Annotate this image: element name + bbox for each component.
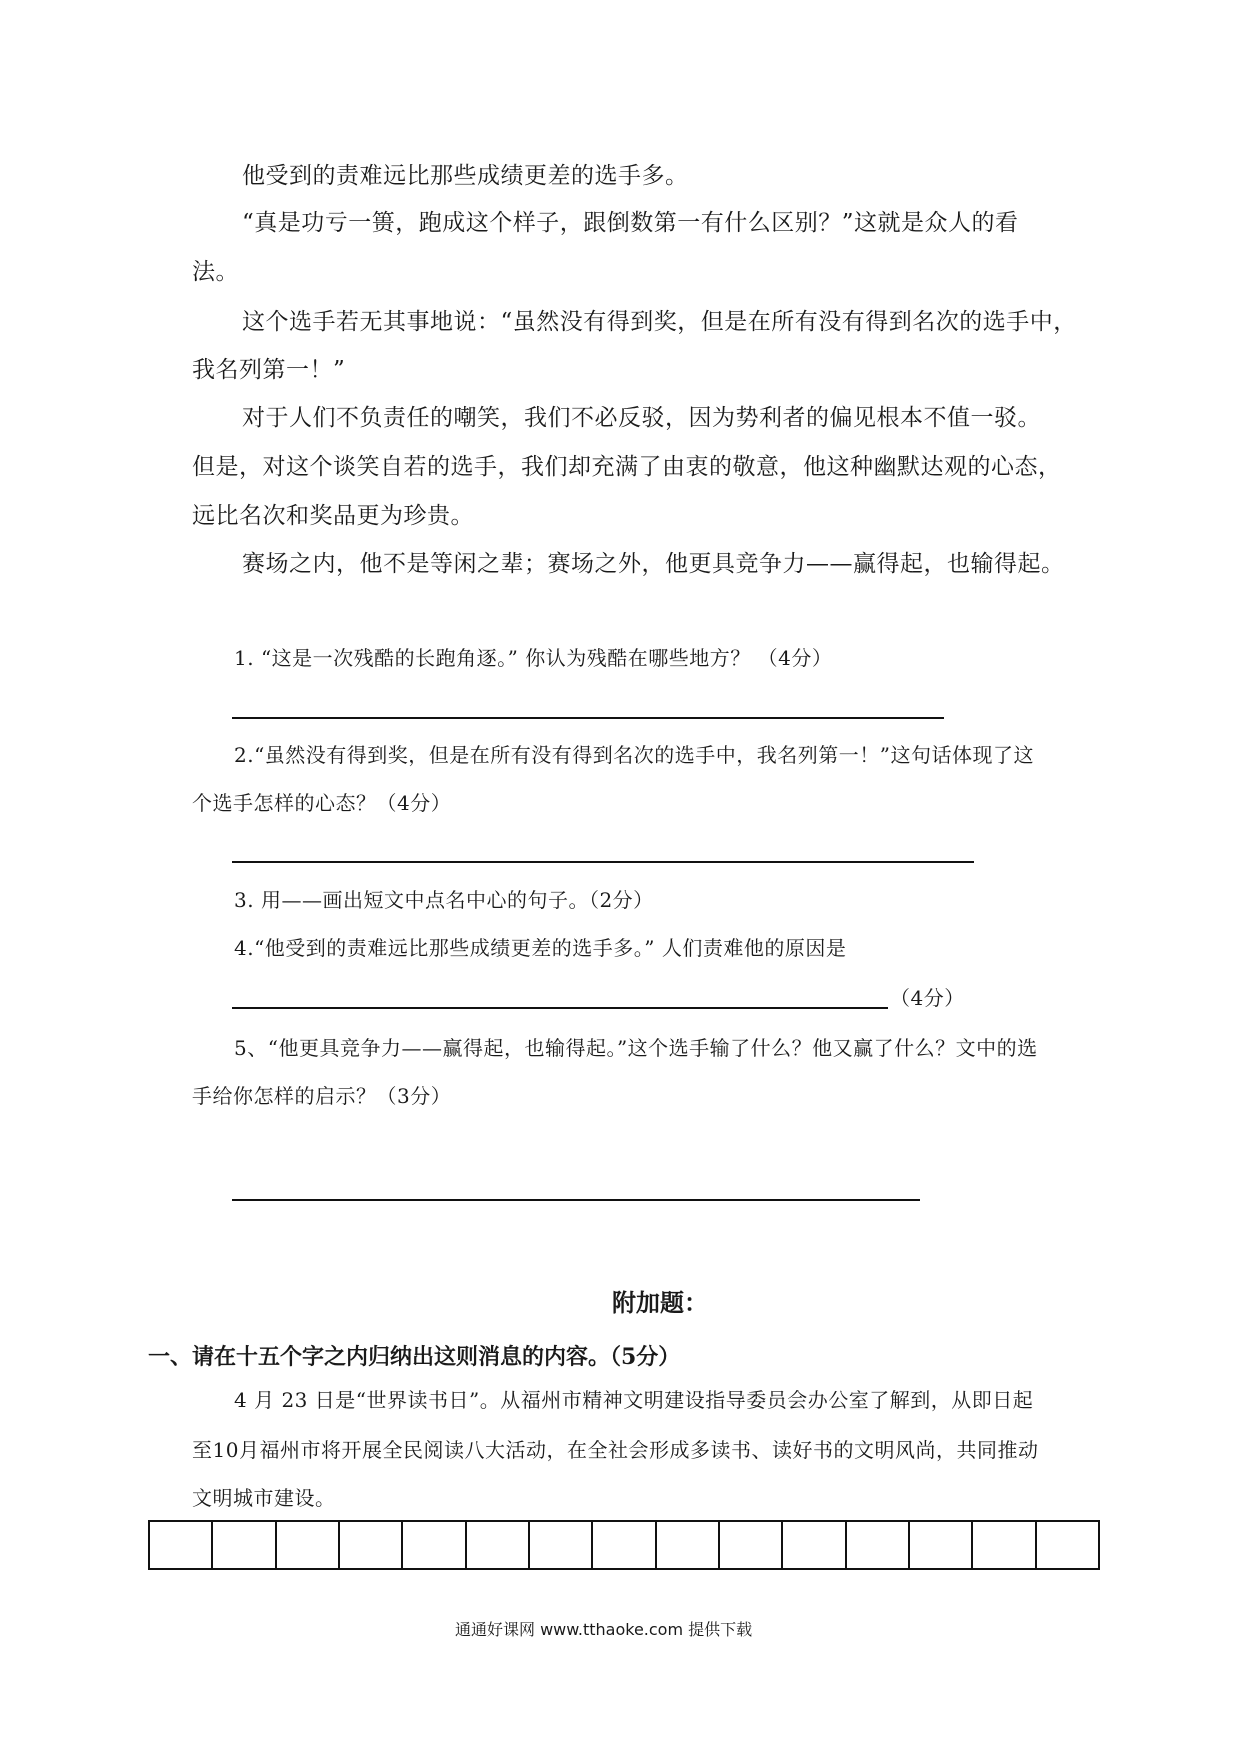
answer-box[interactable] [150,1522,213,1568]
question-3: 3. 用——画出短文中点名中心的句子。（2分） [234,888,654,912]
answer-box[interactable] [910,1522,973,1568]
answer-line-5[interactable] [232,1199,920,1201]
question-5-line-1: 5、“他更具竞争力——赢得起，也输得起。”这个选手输了什么？他又赢了什么？文中的选 [234,1036,1038,1060]
answer-box[interactable] [530,1522,593,1568]
answer-box-grid [148,1520,1100,1570]
answer-box[interactable] [783,1522,846,1568]
answer-box[interactable] [847,1522,910,1568]
passage-paragraph-2-line-1: “真是功亏一篑，跑成这个样子，跟倒数第一有什么区别？”这就是众人的看 [242,210,1019,236]
news-line-2: 至10月福州市将开展全民阅读八大活动，在全社会形成多读书、读好书的文明风尚，共同推动 [192,1438,1039,1462]
answer-box[interactable] [277,1522,340,1568]
passage-paragraph-3-line-2: 我名列第一！” [192,357,346,383]
answer-box[interactable] [720,1522,783,1568]
answer-box[interactable] [213,1522,276,1568]
passage-paragraph-3-line-1: 这个选手若无其事地说：“虽然没有得到奖，但是在所有没有得到名次的选手中， [242,309,1077,335]
footer-download-note: 通通好课网 www.tthaoke.com 提供下载 [455,1620,753,1639]
passage-paragraph-4-line-3: 远比名次和奖品更为珍贵。 [192,503,474,529]
extra-heading: 附加题： [612,1288,708,1317]
answer-box[interactable] [593,1522,656,1568]
answer-line-2[interactable] [232,861,974,863]
question-2-line-2: 个选手怎样的心态？（4分） [192,791,452,815]
answer-box[interactable] [340,1522,403,1568]
news-line-3: 文明城市建设。 [192,1486,336,1510]
answer-box[interactable] [403,1522,466,1568]
answer-line-1[interactable] [232,717,944,719]
answer-box[interactable] [657,1522,720,1568]
question-4-score: （4分） [890,986,965,1010]
passage-paragraph-1: 他受到的责难远比那些成绩更差的选手多。 [242,163,689,189]
extra-task: 一、请在十五个字之内归纳出这则消息的内容。（5分） [148,1344,681,1370]
answer-line-4[interactable] [232,1007,888,1009]
passage-paragraph-5: 赛场之内，他不是等闲之辈；赛场之外，他更具竞争力——赢得起，也输得起。 [242,551,1065,577]
passage-paragraph-2-line-2: 法。 [192,259,239,285]
answer-box[interactable] [1037,1522,1098,1568]
answer-box[interactable] [467,1522,530,1568]
answer-box[interactable] [973,1522,1036,1568]
passage-paragraph-4-line-2: 但是，对这个谈笑自若的选手，我们却充满了由衷的敬意，他这种幽默达观的心态， [192,454,1062,480]
question-4: 4.“他受到的责难远比那些成绩更差的选手多。” 人们责难他的原因是 [234,936,847,960]
question-2-line-1: 2.“虽然没有得到奖，但是在所有没有得到名次的选手中，我名列第一！”这句话体现了这 [234,743,1035,767]
passage-paragraph-4-line-1: 对于人们不负责任的嘲笑，我们不必反驳，因为势利者的偏见根本不值一驳。 [242,405,1041,431]
news-line-1: 4 月 23 日是“世界读书日”。从福州市精神文明建设指导委员会办公室了解到，从即日起 [234,1388,1034,1412]
question-1: 1. “这是一次残酷的长跑角逐。” 你认为残酷在哪些地方？ （4分） [234,646,833,670]
question-5-line-2: 手给你怎样的启示？（3分） [192,1084,452,1108]
